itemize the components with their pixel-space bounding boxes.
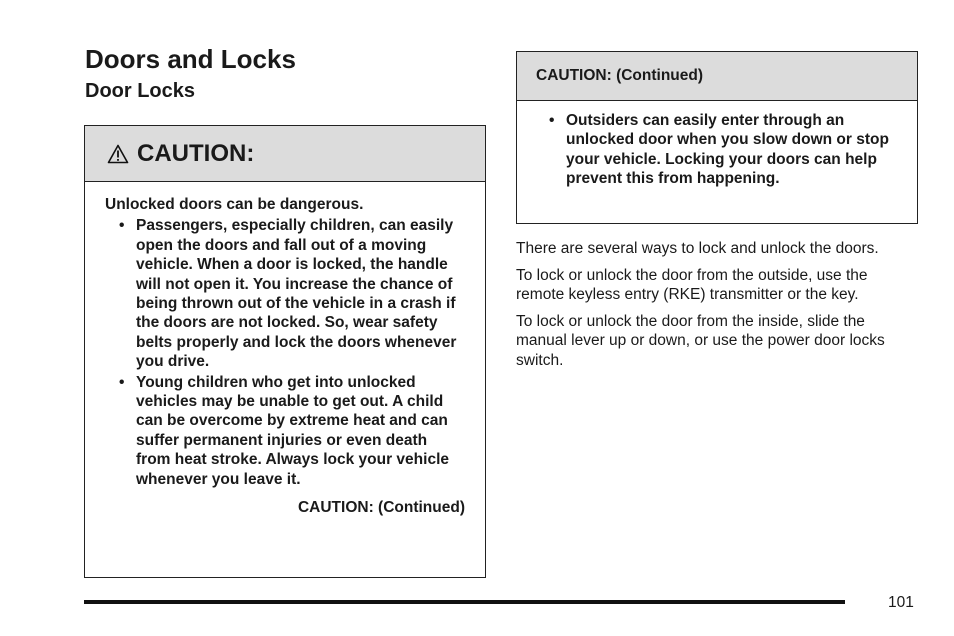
subsection-title: Door Locks — [85, 80, 196, 102]
caution-bullet-text: Outsiders can easily enter through an unlocked door when you slow down or stop your vehicle. Locking your doors can help prevent this from happening. — [566, 112, 889, 188]
caution-heading: CAUTION: — [137, 139, 255, 167]
caution-continued-header: CAUTION: (Continued) — [517, 52, 917, 101]
caution-continued-label: CAUTION: (Continued) — [297, 499, 465, 517]
caution-bullet-text: Passengers, especially children, can easily open the doors and fall out of a moving vehicle. When a door is locked, the handle will not open it. You increase the chance of being thrown out of the vehicle in a crash if the doors are not locked. So, wear safety belts properly and lock the doors whenever you drive. — [136, 217, 457, 371]
bullet-glyph: • — [119, 217, 125, 235]
caution-bullet — [119, 373, 465, 489]
caution-bullet — [119, 216, 465, 371]
caution-bullet — [549, 111, 897, 189]
footer-rule — [84, 600, 845, 604]
caution-bullet-list — [105, 216, 465, 489]
bullet-glyph: • — [119, 373, 125, 391]
body-paragraph: To lock or unlock the door from the outside, use the remote keyless entry (RKE) transmitter or the key. — [516, 266, 868, 304]
section-title: Doors and Locks — [85, 44, 296, 74]
page-number: 101 — [888, 594, 914, 611]
caution-box — [84, 125, 486, 578]
caution-body — [85, 182, 485, 518]
caution-continued-box — [516, 51, 918, 224]
caution-intro: Unlocked doors can be dangerous. — [105, 196, 364, 213]
bullet-glyph: • — [549, 112, 555, 129]
body-paragraph: To lock or unlock the door from the inside, slide the manual lever up or down, or use the power door locks switch. — [516, 312, 885, 369]
caution-bullet-text: Young children who get into unlocked vehicles may be unable to get out. A child can be overcome by extreme heat and can suffer permanent injuries or even death from heat stroke. Always lock your vehicle whenever you leave it. — [136, 373, 449, 488]
body-paragraph: There are several ways to lock and unlock the doors. — [516, 240, 879, 257]
caution-header — [85, 126, 485, 182]
caution-continued-body — [517, 101, 917, 189]
body-text — [516, 239, 908, 378]
warning-triangle-icon — [107, 144, 129, 164]
caution-continued-bullet-list — [535, 111, 897, 189]
